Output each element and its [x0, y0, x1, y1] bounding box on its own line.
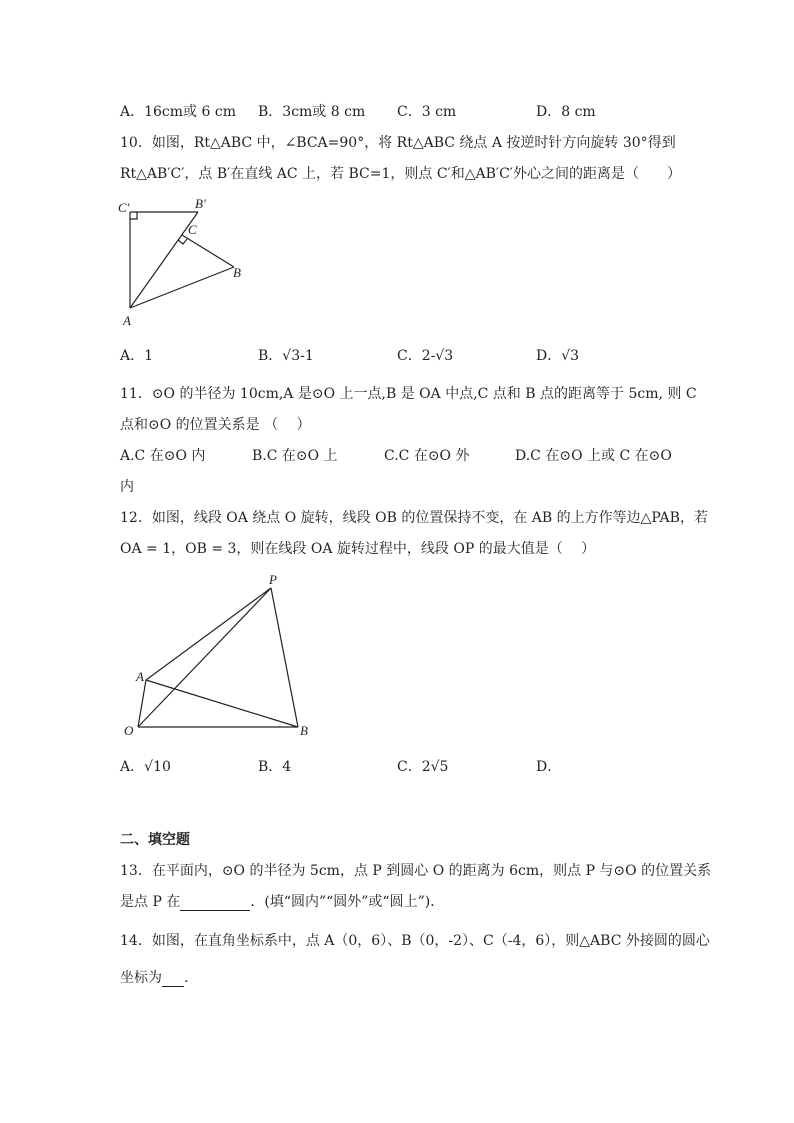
q12-figure — [118, 570, 318, 745]
section-title-fill-in: 二、填空题 — [120, 832, 190, 848]
q12-segment-a-b — [146, 680, 298, 727]
q11-option-d-wrap: 内 — [120, 479, 134, 495]
q11-option-c: C.C 在⊙O 外 — [384, 448, 470, 464]
q11-option-a: A.C 在⊙O 内 — [120, 448, 206, 464]
q12-label-o: O — [124, 723, 134, 738]
q12-option-c: C．2√5 — [397, 759, 449, 775]
q10-label-c: C — [188, 222, 197, 237]
q13-line2-post: ．(填“圆内”“圆外”或“圆上”)． — [250, 894, 445, 910]
q10-option-a: A．1 — [120, 348, 154, 364]
q10-segment-a-b — [130, 267, 234, 308]
q10-figure — [110, 195, 270, 335]
q12-stem-line1: 12．如图，线段 OA 绕点 O 旋转，线段 OB 的位置保持不变，在 AB 的上方作等边△PAB，若 — [120, 510, 708, 526]
q13-stem-line2 — [120, 893, 444, 911]
q10-segment-c-b — [182, 235, 234, 267]
q12-stem-line2: OA = 1，OB = 3，则在线段 OA 旋转过程中，线段 OP 的最大值是（ ） — [120, 541, 596, 557]
q13-answer-blank[interactable] — [180, 896, 250, 911]
q10-label-a: A — [123, 313, 131, 328]
q12-segment-p-b — [271, 588, 298, 727]
q9-option-d: D．8 cm — [536, 104, 596, 120]
q14-answer-blank[interactable] — [162, 972, 184, 987]
q10-stem-line2: Rt△AB′C′，点 B′在直线 AC 上，若 BC=1，则点 C′和△AB′C′外心之间的距离是（ ） — [120, 166, 681, 182]
q14-line2-pre: 坐标为 — [120, 970, 162, 986]
q11-stem-line1: 11．⊙O 的半径为 10cm,A 是⊙O 上一点,B 是 OA 中点,C 点和 B 点的距离等于 5cm, 则 C — [120, 386, 697, 402]
q9-option-a: A．16cm或 6 cm — [120, 104, 236, 120]
q12-segment-a-p — [146, 588, 271, 680]
q12-option-b: B．4 — [258, 759, 292, 775]
q11-stem-line2: 点和⊙O 的位置关系是 （ ） — [120, 417, 311, 433]
q9-option-b: B．3cm或 8 cm — [258, 104, 366, 120]
q14-stem-line1: 14．如图，在直角坐标系中，点 A（0，6）、B（0，-2）、C（-4，6），则△ABC 外接圆的圆心 — [120, 933, 710, 949]
q10-label-b: B — [233, 265, 241, 280]
q10-option-b: B．√3-1 — [258, 348, 314, 364]
q14-stem-line2 — [120, 969, 188, 987]
q10-label-cprime: C′ — [118, 200, 130, 215]
q10-label-bprime: B′ — [195, 196, 206, 211]
q10-stem-line1: 10．如图，Rt△ABC 中，∠BCA=90°，将 Rt△ABC 绕点 A 按逆时针方向旋转 30°得到 — [120, 135, 676, 151]
q10-right-angle-c — [178, 239, 187, 244]
q11-option-d: D.C 在⊙O 上或 C 在⊙O — [515, 448, 672, 464]
q13-stem-line1: 13．在平面内，⊙O 的半径为 5cm，点 P 到圆心 O 的距离为 6cm，则点 P 与⊙O 的位置关系 — [120, 863, 712, 879]
q9-option-c: C．3 cm — [397, 104, 457, 120]
q12-label-p: P — [269, 572, 277, 587]
q11-option-b: B.C 在⊙O 上 — [252, 448, 338, 464]
q10-right-angle-cprime — [130, 212, 137, 219]
q12-option-d: D． — [536, 759, 562, 775]
q10-option-d: D．√3 — [536, 348, 580, 364]
q12-label-b: B — [300, 723, 308, 738]
q12-label-a: A — [136, 669, 144, 684]
q12-segment-o-p — [138, 588, 271, 727]
q10-option-c: C．2-√3 — [397, 348, 454, 364]
q12-option-a: A．√10 — [120, 759, 171, 775]
q14-line2-post: . — [184, 970, 189, 986]
q13-line2-pre: 是点 P 在 — [120, 894, 181, 910]
